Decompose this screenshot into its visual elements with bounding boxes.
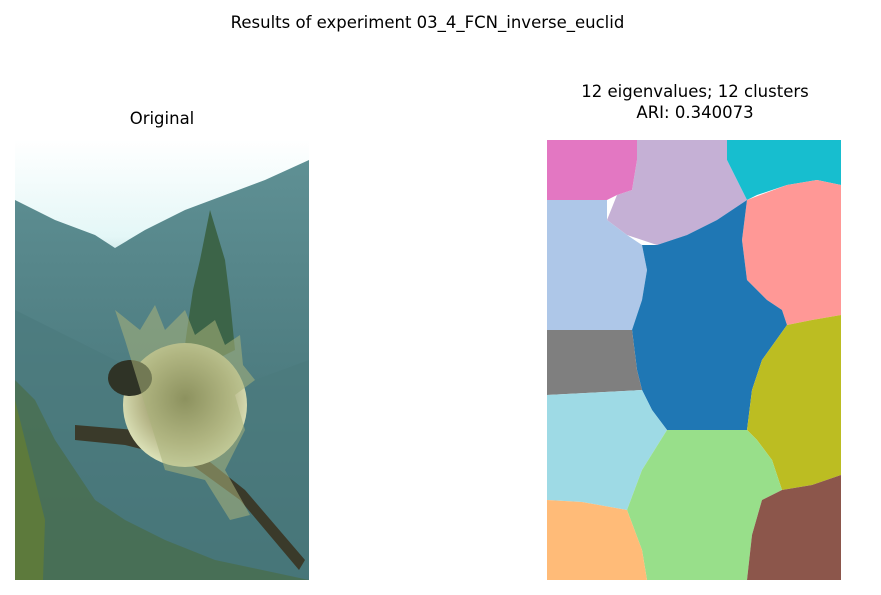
segmentation-title-line1: 12 eigenvalues; 12 clusters <box>581 82 809 101</box>
cluster-region-6 <box>547 330 642 395</box>
segmentation-map <box>547 140 841 580</box>
segmentation-title <box>500 81 881 123</box>
cluster-region-0 <box>547 140 637 200</box>
original-image-title: Original <box>129 109 195 128</box>
segmentation-title-line2: ARI: 0.340073 <box>636 103 754 122</box>
original-porcupine-image <box>15 140 309 580</box>
figure-suptitle: Results of experiment 03_4_FCN_inverse_euclid <box>230 13 625 32</box>
